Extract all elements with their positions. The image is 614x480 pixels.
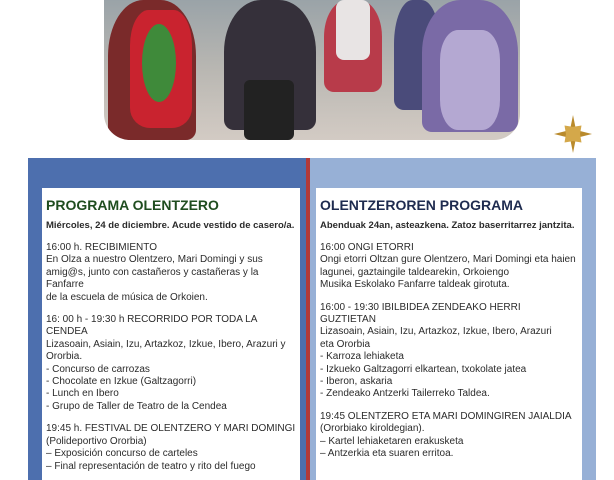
section-line: Musika Eskolako Fanfarre taldeak girotuta.	[320, 279, 510, 291]
program-section	[320, 411, 578, 461]
section-line: - Karroza lehiaketa	[320, 351, 404, 363]
section-line: - Iberon, askaria	[320, 376, 393, 388]
section-line: - Lunch en Ibero	[46, 388, 119, 400]
section-line: de la escuela de música de Orkoien.	[46, 291, 208, 303]
program-subtitle: Abenduak 24an, asteazkena. Zatoz baserritarrez jantzita.	[320, 220, 575, 231]
section-heading: 16: 00 h - 19:30 h RECORRIDO POR TODA LA CENDEA	[46, 314, 257, 338]
section-line: amig@s, junto con castañeros y castañeras y la Fanfarre	[46, 266, 259, 291]
program-section	[46, 314, 296, 413]
section-line: – Exposición concurso de carteles	[46, 448, 198, 460]
section-line: - Concurso de carrozas	[46, 363, 150, 375]
section-heading: 16:00 h. RECIBIMIENTO	[46, 242, 157, 253]
section-line: - Zendeako Antzerki Tailerreko Taldea.	[320, 388, 490, 400]
section-line: – Final representación de teatro y rito del fuego	[46, 460, 256, 472]
section-line: – Antzerkia eta suaren erritoa.	[320, 448, 454, 460]
section-line: - Chocolate en Izkue (Galtzagorri)	[46, 376, 197, 388]
header-photo	[104, 0, 520, 140]
basque-program-panel	[316, 188, 582, 480]
star-ornament-icon	[553, 114, 593, 154]
program-section	[320, 302, 578, 401]
section-heading: 19:45 OLENTZERO ETA MARI DOMINGIREN JAIALDIA (Ororbiako kiroldegian).	[320, 410, 571, 435]
program-section	[46, 242, 296, 304]
section-heading: 16:00 ONGI ETORRI	[320, 242, 414, 253]
spanish-program-panel	[42, 188, 300, 480]
section-heading: 19:45 h. FESTIVAL DE OLENTZERO Y MARI DOMINGI	[46, 423, 296, 435]
section-line: eta Ororbia	[320, 338, 371, 350]
section-line: Lizasoain, Asiain, Izu, Artazkoz, Izkue, Ibero, Arazuri	[320, 326, 552, 338]
section-line: Ongi etorri Oltzan gure Olentzero, Mari Domingi eta haien	[320, 254, 576, 266]
section-line: - Izkueko Galtzagorri elkartean, txokolate jatea	[320, 363, 527, 375]
program-section	[46, 423, 296, 473]
section-line: – Kartel lehiaketaren erakusketa	[320, 435, 464, 447]
program-title: OLENTZEROREN PROGRAMA	[320, 197, 523, 213]
section-line: En Olza a nuestro Olentzero, Mari Domingi y sus	[46, 254, 263, 266]
section-line: lagunei, gaztaingile taldearekin, Orkoiengo	[320, 266, 510, 278]
section-line: (Polideportivo Ororbia)	[46, 435, 147, 447]
program-title: PROGRAMA OLENTZERO	[46, 197, 219, 213]
column-divider	[306, 158, 310, 480]
section-line: Lizasoain, Asiain, Izu, Artazkoz, Izkue, Ibero, Arazuri y	[46, 338, 286, 350]
section-heading: 16:00 - 19:30 IBILBIDEA ZENDEAKO HERRI GUZTIETAN	[320, 301, 521, 326]
program-subtitle: Miércoles, 24 de diciembre. Acude vestido de casero/a.	[46, 220, 295, 231]
program-section	[320, 242, 578, 292]
section-line: - Grupo de Taller de Teatro de la Cendea	[46, 400, 227, 412]
section-line: Ororbia.	[46, 351, 83, 363]
